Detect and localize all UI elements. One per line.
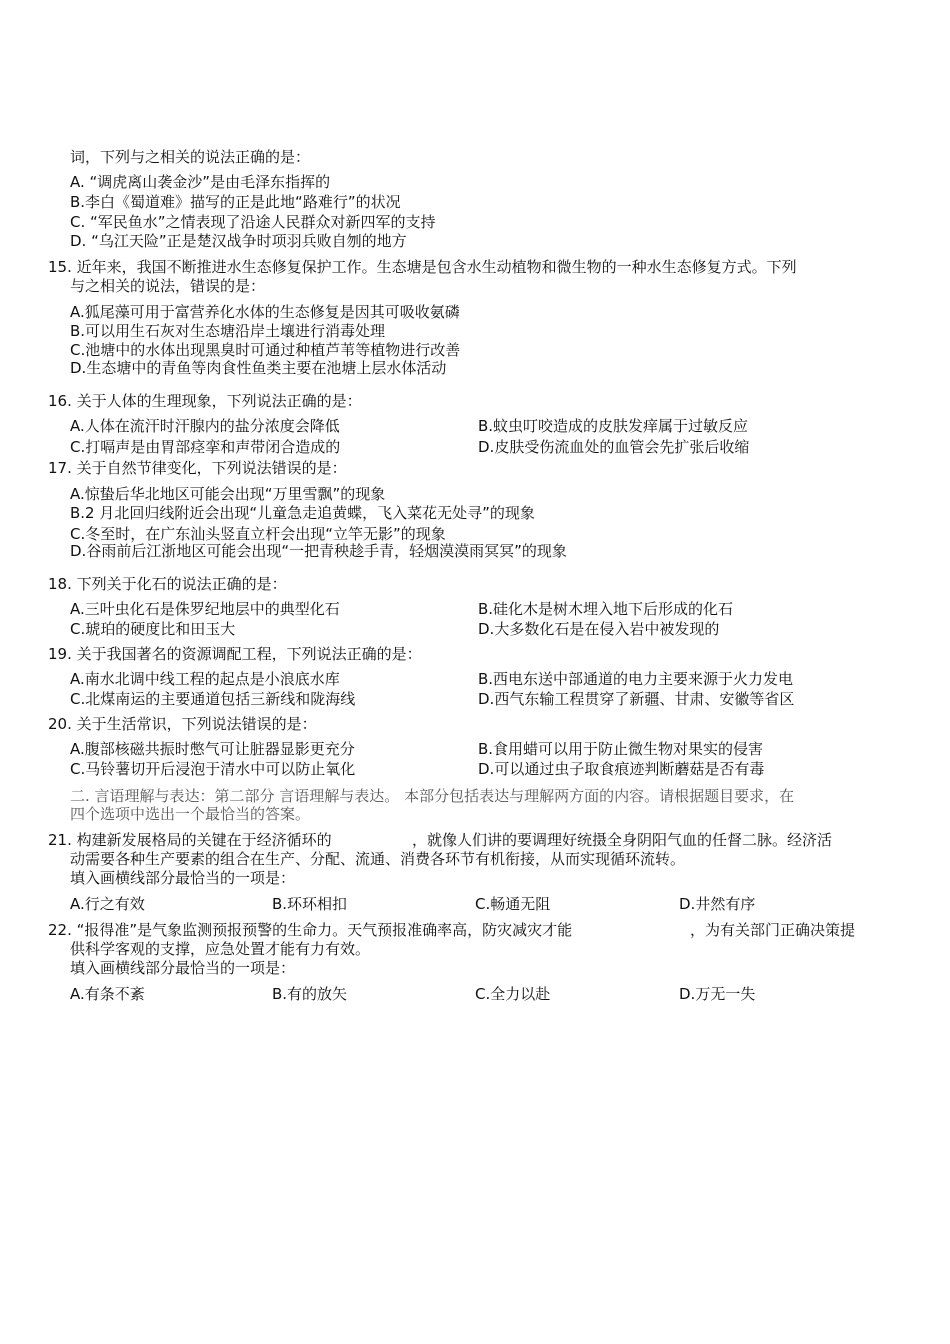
q22-instruction: 填入画横线部分最恰当的一项是： bbox=[70, 959, 296, 977]
q16-option-d: D.皮肤受伤流血处的血管会先扩张后收缩 bbox=[478, 438, 750, 456]
q22-option-a: A.有条不紊 bbox=[70, 985, 145, 1003]
q16-stem: 16. 关于人体的生理现象，下列说法正确的是： bbox=[48, 392, 362, 410]
q17-option-c: C.冬至时，在广东汕头竖直立杆会出现“立竿无影”的现象 bbox=[70, 525, 446, 543]
q20-stem: 20. 关于生活常识，下列说法错误的是： bbox=[48, 715, 317, 733]
q15-stem-line1: 15. 近年来，我国不断推进水生态修复保护工作。生态塘是包含水生动植物和微生物的一种水生态修复方式。下列 bbox=[48, 258, 797, 276]
q21-stem-line1-part1: 21. 构建新发展格局的关键在于经济循环的 bbox=[48, 831, 332, 849]
q21-stem-line2: 动需要各种生产要素的组合在生产、分配、流通、消费各环节有机衔接，从而实现循环流转。 bbox=[70, 850, 686, 868]
q21-option-a: A.行之有效 bbox=[70, 895, 145, 913]
option-c: C. “军民鱼水”之情表现了沿途人民群众对新四军的支持 bbox=[70, 213, 436, 231]
q19-option-a: A.南水北调中线工程的起点是小浪底水库 bbox=[70, 670, 340, 688]
q22-option-c: C.全力以赴 bbox=[475, 985, 551, 1003]
q22-stem-line1-part1: 22. “报得准”是气象监测预报预警的生命力。天气预报准确率高，防灾减灾才能 bbox=[48, 921, 573, 939]
q17-option-a: A.惊蛰后华北地区可能会出现“万里雪飘”的现象 bbox=[70, 485, 386, 503]
option-a: A. “调虎离山袭金沙”是由毛泽东指挥的 bbox=[70, 173, 331, 191]
option-b: B.李白《蜀道难》描写的正是此地“路难行”的状况 bbox=[70, 193, 401, 211]
q20-option-c: C.马铃薯切开后浸泡于清水中可以防止氧化 bbox=[70, 760, 356, 778]
q20-option-d: D.可以通过虫子取食痕迹判断蘑菇是否有毒 bbox=[478, 760, 765, 778]
q22-option-d: D.万无一失 bbox=[679, 985, 756, 1003]
q21-instruction: 填入画横线部分最恰当的一项是： bbox=[70, 869, 296, 887]
q15-option-b: B.可以用生石灰对生态塘沿岸土壤进行消毒处理 bbox=[70, 322, 386, 340]
q17-option-b: B.2 月北回归线附近会出现“儿童急走追黄蝶，飞入菜花无处寻”的现象 bbox=[70, 504, 535, 522]
q20-option-b: B.食用蜡可以用于防止微生物对果实的侵害 bbox=[478, 740, 764, 758]
q22-option-b: B.有的放矢 bbox=[272, 985, 348, 1003]
q16-option-b: B.蚊虫叮咬造成的皮肤发痒属于过敏反应 bbox=[478, 417, 749, 435]
q16-option-a: A.人体在流汗时汗腺内的盐分浓度会降低 bbox=[70, 417, 340, 435]
q18-option-c: C.琥珀的硬度比和田玉大 bbox=[70, 620, 236, 638]
q21-stem-line1-part2: ，就像人们讲的要调理好统摄全身阴阳气血的任督二脉。经济活 bbox=[412, 831, 833, 849]
q22-stem-line1-part2: ，为有关部门正确决策提 bbox=[690, 921, 856, 939]
q19-option-d: D.西气东输工程贯穿了新疆、甘肃、安徽等省区 bbox=[478, 690, 795, 708]
q22-stem-line2: 供科学客观的支撑，应急处置才能有力有效。 bbox=[70, 940, 371, 958]
q15-stem-line2: 与之相关的说法，错误的是： bbox=[70, 277, 266, 295]
q20-option-a: A.腹部核磁共振时憋气可让脏器显影更充分 bbox=[70, 740, 355, 758]
q18-option-b: B.硅化木是树木埋入地下后形成的化石 bbox=[478, 600, 734, 618]
q16-option-c: C.打嗝声是由胃部痉挛和声带闭合造成的 bbox=[70, 438, 341, 456]
q15-option-a: A.狐尾藻可用于富营养化水体的生态修复是因其可吸收氨磷 bbox=[70, 303, 460, 321]
question-stem-continuation: 词，下列与之相关的说法正确的是： bbox=[70, 148, 311, 166]
q18-option-a: A.三叶虫化石是侏罗纪地层中的典型化石 bbox=[70, 600, 340, 618]
q19-stem: 19. 关于我国著名的资源调配工程，下列说法正确的是： bbox=[48, 645, 422, 663]
option-d: D. “乌江天险”正是楚汉战争时项羽兵败自刎的地方 bbox=[70, 232, 407, 250]
q21-option-c: C.畅通无阻 bbox=[475, 895, 551, 913]
q21-option-d: D.井然有序 bbox=[679, 895, 756, 913]
q19-option-b: B.西电东送中部通道的电力主要来源于火力发电 bbox=[478, 670, 794, 688]
q18-stem: 18. 下列关于化石的说法正确的是： bbox=[48, 575, 287, 593]
q18-option-d: D.大多数化石是在侵入岩中被发现的 bbox=[478, 620, 720, 638]
section-header-line1: 二. 言语理解与表达：第二部分 言语理解与表达。 本部分包括表达与理解两方面的内容。请根据题目要求，在 bbox=[70, 787, 795, 805]
q19-option-c: C.北煤南运的主要通道包括三新线和陇海线 bbox=[70, 690, 356, 708]
q21-option-b: B.环环相扣 bbox=[272, 895, 348, 913]
q17-option-d: D.谷雨前后江浙地区可能会出现“一把青秧趁手青，轻烟漠漠雨冥冥”的现象 bbox=[70, 542, 567, 560]
section-header-line2: 四个选项中选出一个最恰当的答案。 bbox=[70, 805, 311, 823]
q15-option-c: C.池塘中的水体出现黑臭时可通过种植芦苇等植物进行改善 bbox=[70, 341, 461, 359]
q17-stem: 17. 关于自然节律变化，下列说法错误的是： bbox=[48, 459, 347, 477]
q15-option-d: D.生态塘中的青鱼等肉食性鱼类主要在池塘上层水体活动 bbox=[70, 359, 447, 377]
